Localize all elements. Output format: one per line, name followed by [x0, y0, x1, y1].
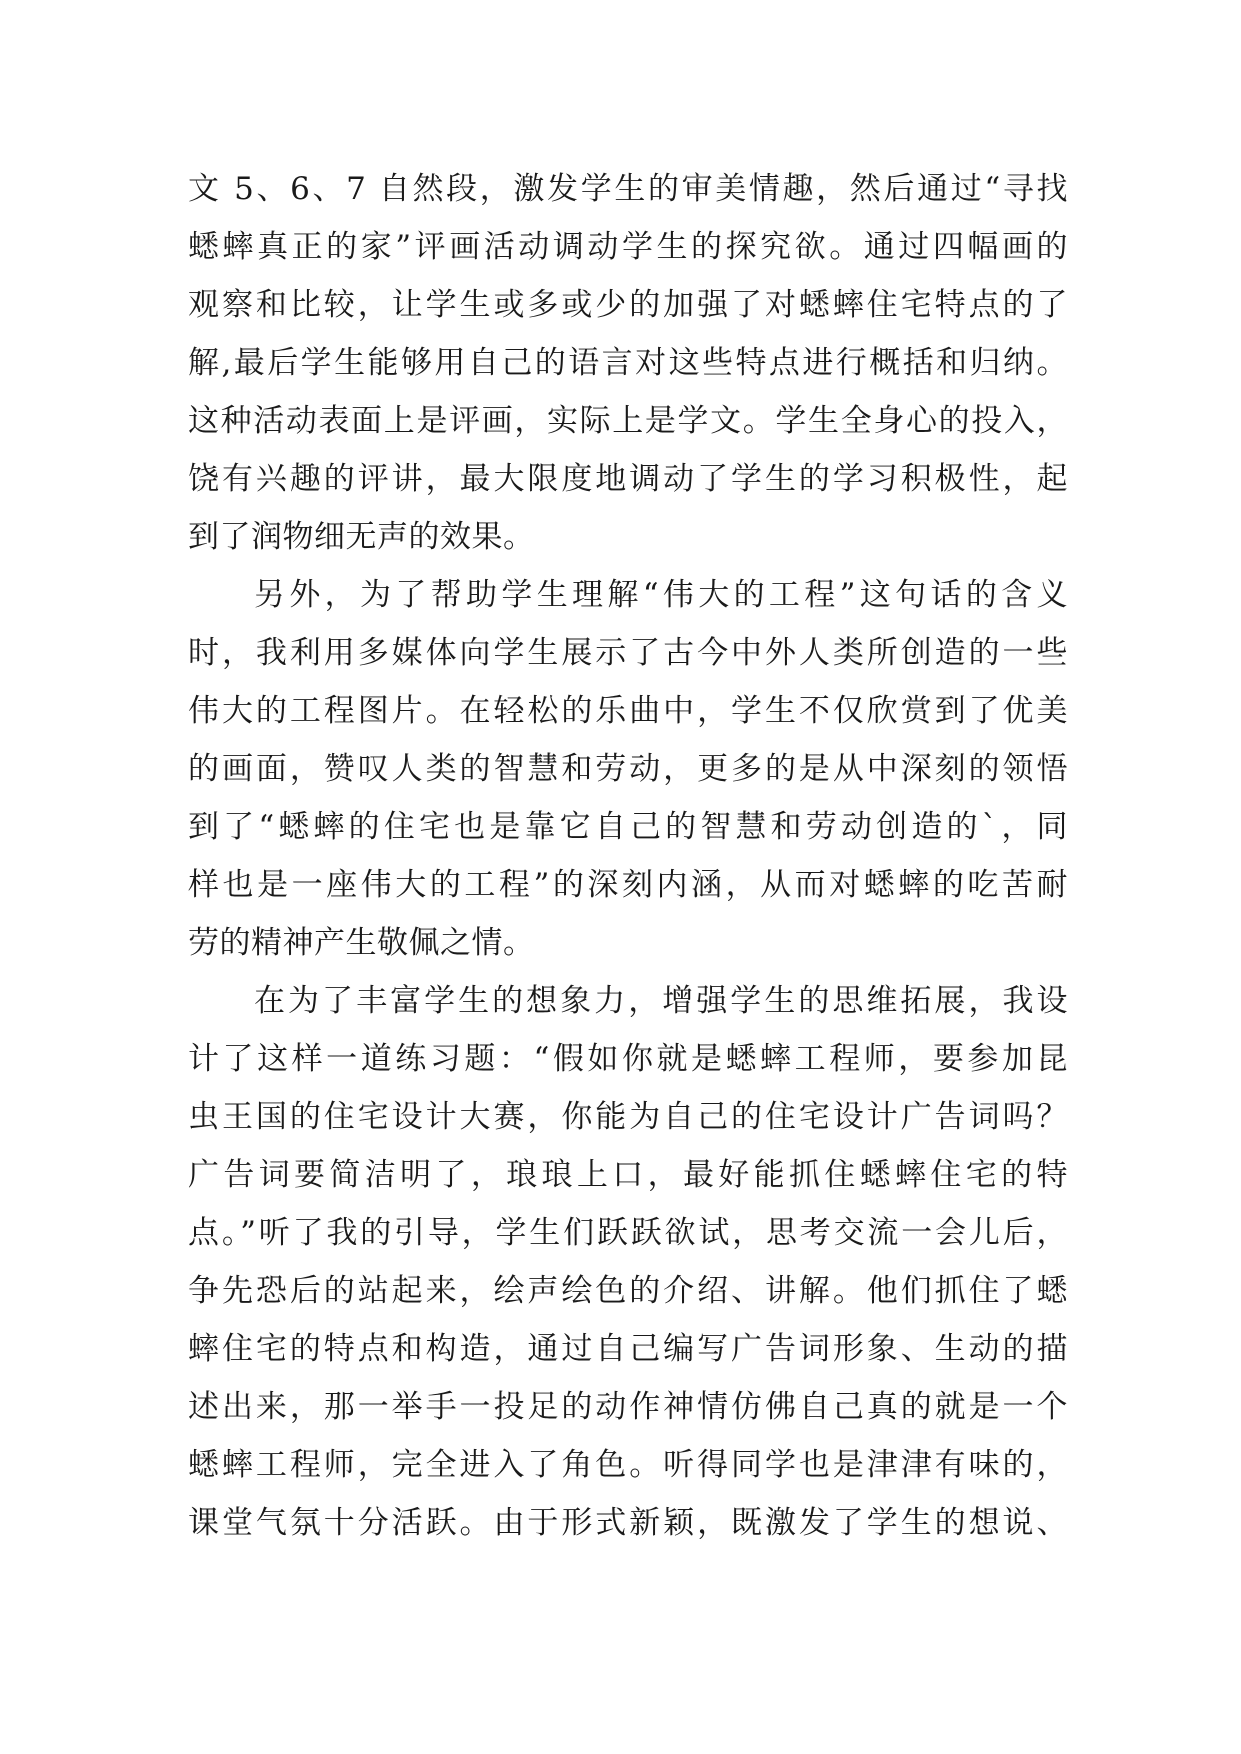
- text-line: 蟋蟀工程师，完全进入了角色。听得同学也是津津有味的，: [188, 1447, 1068, 1483]
- text-line: 计了这样一道练习题：“假如你就是蟋蟀工程师，要参加昆: [188, 1041, 1068, 1077]
- text-line: 蟀住宅的特点和构造，通过自己编写广告词形象、生动的描: [188, 1331, 1068, 1367]
- text-line: 在为了丰富学生的想象力，增强学生的思维拓展，我设: [254, 983, 1068, 1019]
- text-line: 样也是一座伟大的工程”的深刻内涵，从而对蟋蟀的吃苦耐: [188, 867, 1068, 903]
- text-line: 伟大的工程图片。在轻松的乐曲中，学生不仅欣赏到了优美: [188, 693, 1068, 729]
- text-line: 观察和比较，让学生或多或少的加强了对蟋蟀住宅特点的了: [188, 287, 1068, 323]
- text-line: 蟋蟀真正的家”评画活动调动学生的探究欲。通过四幅画的: [188, 229, 1068, 265]
- text-line: 点。”听了我的引导，学生们跃跃欲试，思考交流一会儿后，: [188, 1215, 1068, 1251]
- text-line: 到了“蟋蟀的住宅也是靠它自己的智慧和劳动创造的`，同: [188, 809, 1068, 845]
- text-line: 劳的精神产生敬佩之情。: [188, 925, 535, 961]
- text-line: 时，我利用多媒体向学生展示了古今中外人类所创造的一些: [188, 635, 1068, 671]
- text-line: 课堂气氛十分活跃。由于形式新颖，既激发了学生的想说、: [188, 1505, 1068, 1541]
- body-text: [188, 160, 1068, 1552]
- text-line: 这种活动表面上是评画，实际上是学文。学生全身心的投入，: [188, 403, 1068, 439]
- text-line: 到了润物细无声的效果。: [188, 519, 535, 555]
- text-line: 虫王国的住宅设计大赛，你能为自己的住宅设计广告词吗？: [188, 1099, 1068, 1135]
- text-line: 广告词要简洁明了，琅琅上口，最好能抓住蟋蟀住宅的特: [188, 1157, 1068, 1193]
- text-line: 文 5、6、7 自然段，激发学生的审美情趣，然后通过“寻找: [188, 171, 1068, 207]
- text-line: 解,最后学生能够用自己的语言对这些特点进行概括和归纳。: [188, 345, 1068, 381]
- text-line: 另外，为了帮助学生理解“伟大的工程”这句话的含义: [254, 577, 1068, 613]
- text-line: 争先恐后的站起来，绘声绘色的介绍、讲解。他们抓住了蟋: [188, 1273, 1068, 1309]
- text-line: 饶有兴趣的评讲，最大限度地调动了学生的学习积极性，起: [188, 461, 1068, 497]
- text-line: 的画面，赞叹人类的智慧和劳动，更多的是从中深刻的领悟: [188, 751, 1068, 787]
- text-line: 述出来，那一举手一投足的动作神情仿佛自己真的就是一个: [188, 1389, 1068, 1425]
